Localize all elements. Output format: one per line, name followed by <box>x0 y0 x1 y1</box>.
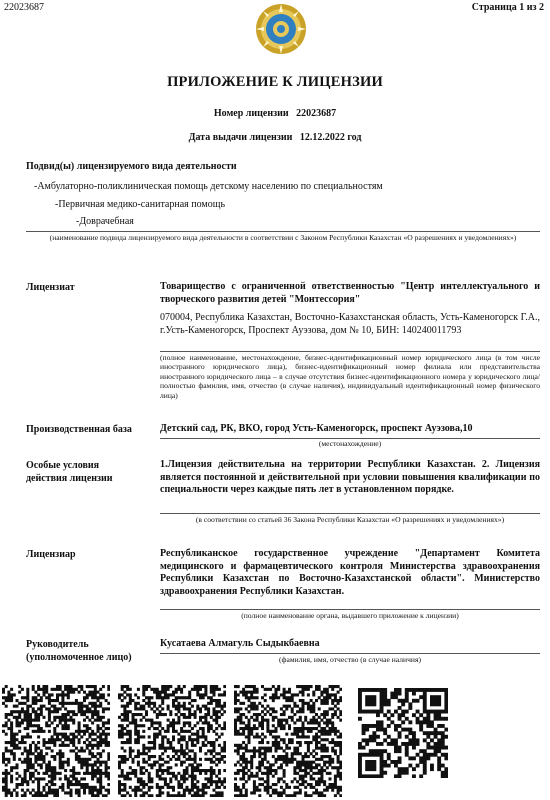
subtype-item: -Доврачебная <box>76 216 134 227</box>
head-value: Кусатаева Алмагуль Сыдыкбаевна <box>160 638 320 649</box>
license-number-line <box>0 108 550 119</box>
document-title: ПРИЛОЖЕНИЕ К ЛИЦЕНЗИИ <box>167 74 383 90</box>
production-base-label: Производственная база <box>26 424 132 435</box>
qr-code-icon <box>234 685 342 797</box>
divider <box>26 231 540 232</box>
special-conditions-label-line1: Особые условия <box>26 460 100 471</box>
page-indicator: Страница 1 из 2 <box>471 2 544 13</box>
divider <box>160 351 540 352</box>
qr-code-icon <box>2 685 110 797</box>
production-base-note: (местонахождение) <box>318 439 382 448</box>
licensor-label: Лицензиар <box>26 549 76 560</box>
special-conditions-value: 1.Лицензия действительна на территории Республики Казахстан. 2. Лицензия является постоянной и действительной при условии повышения квалификации по специальности через каждые пять лет в установленном порядке. <box>160 459 540 495</box>
issue-date-line <box>0 132 550 143</box>
licensee-name: Товарищество с ограниченной ответственностью "Центр интеллектуального и творческого развития детей "Монтессория" <box>160 281 540 305</box>
head-label-line2: (уполномоченное лицо) <box>26 652 132 663</box>
qr-code-icon <box>118 685 226 797</box>
license-number-value: 22023687 <box>296 108 337 119</box>
head-label-line1: Руководитель <box>26 639 89 650</box>
special-conditions-label <box>26 459 113 485</box>
subtype-item: -Первичная медико-санитарная помощь <box>55 199 226 210</box>
qr-code-icon <box>358 688 448 778</box>
subtypes-heading: Подвид(ы) лицензируемого вида деятельности <box>26 161 237 172</box>
issue-date-label: Дата выдачи лицензии <box>188 132 293 143</box>
license-number-label: Номер лицензии <box>213 108 289 119</box>
divider <box>160 653 540 654</box>
special-conditions-note: (в соответствии со статьей 36 Закона Республики Казахстан «О разрешениях и уведомлениях») <box>195 515 505 524</box>
divider <box>160 513 540 514</box>
licensee-note: (полное наименование, местонахождение, бизнес-идентификационный номер юридического лица (в том числе иностранного юридического лица), бизнес-идентификационный номер филиала или представительства иностранного юридического лица – в случае отсутствия бизнес-идентификационного номера у юридического лица/полностью фамилия, имя, отчество (в случае наличия), индивидуальный идентификационный номер физического лица) <box>160 353 540 400</box>
kazakhstan-emblem-icon <box>254 2 308 56</box>
production-base-value: Детский сад, РК, ВКО, город Усть-Каменогорск, проспект Ауэзова,10 <box>160 423 473 434</box>
divider <box>160 609 540 610</box>
subtypes-note: (наименование подвида лицензируемого вида деятельности в соответствии с Законом Республики Казахстан «О разрешениях и уведомлениях») <box>49 233 517 242</box>
head-note: (фамилия, имя, отчество (в случае наличия) <box>279 655 421 664</box>
licensee-address: 070004, Республика Казахстан, Восточно-Казахстанская область, Усть-Каменогорск Г.А., г.Усть-Каменогорск, Проспект Ауэзова, дом № 10, БИН: 140240011793 <box>160 312 540 336</box>
issue-date-value: 12.12.2022 год <box>299 132 362 143</box>
licensee-label: Лицензиат <box>26 282 75 293</box>
licensor-note: (полное наименование органа, выдавшего приложение к лицензии) <box>241 611 459 620</box>
head-label <box>26 638 132 664</box>
subtype-item: -Амбулаторно-поликлиническая помощь детскому населению по специальностям <box>34 181 383 192</box>
doc-number: 22023687 <box>4 2 44 13</box>
special-conditions-label-line2: действия лицензии <box>26 473 113 484</box>
licensor-value: Республиканское государственное учреждение "Департамент Комитета медицинского и фармацевтического контроля Министерства здравоохранения Республики Казахстан по Восточно-Казахстанской области". Министерство здравоохранения Республики Казахстан. <box>160 548 540 597</box>
